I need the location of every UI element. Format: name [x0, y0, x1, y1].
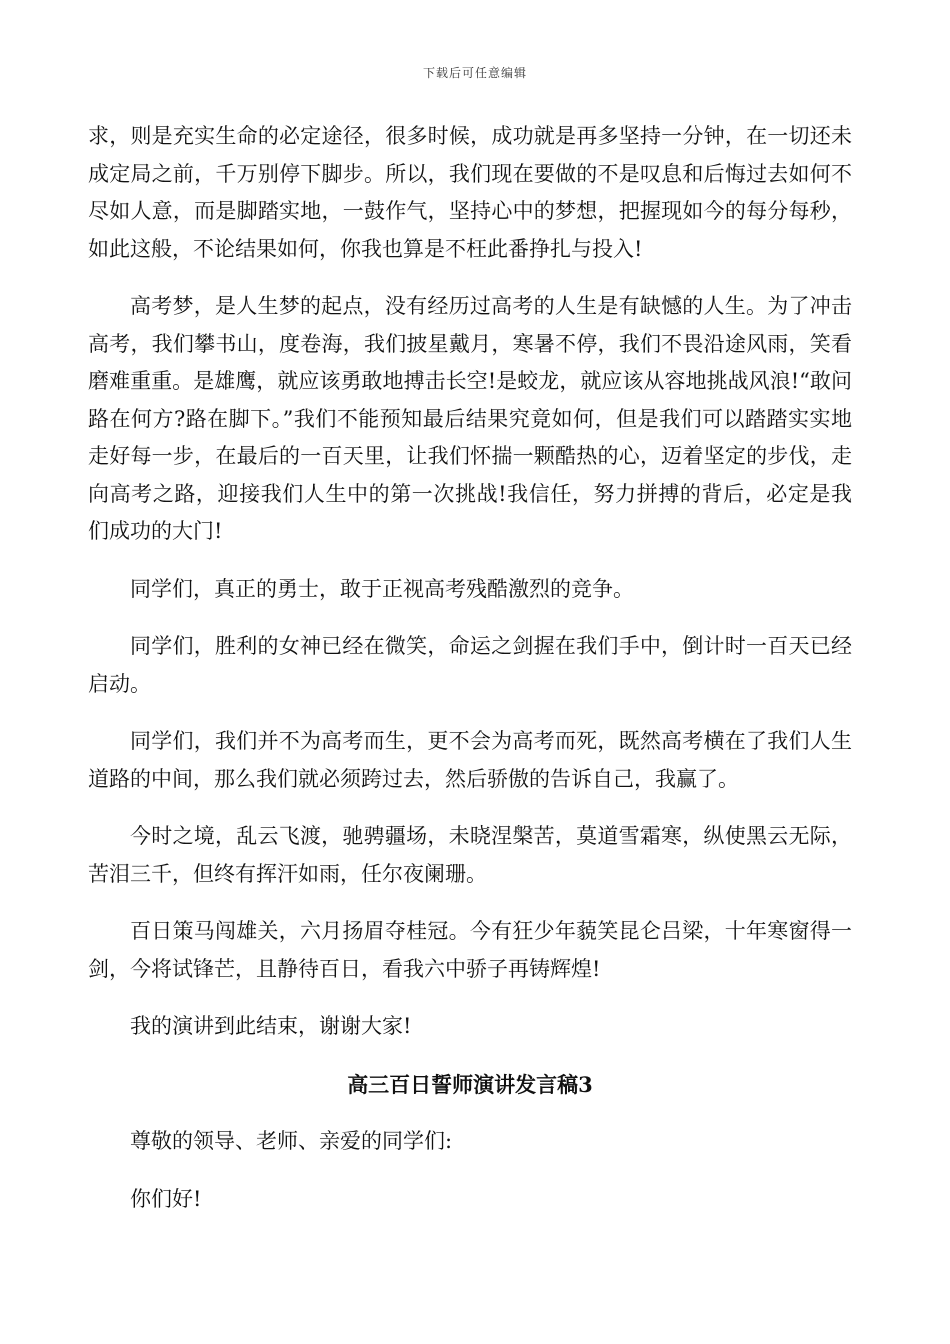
paragraph-8: 我的演讲到此结束，谢谢大家!	[130, 1014, 412, 1038]
paragraph-6: 今时之境，乱云飞渡，驰骋疆场，未晓涅槃苦，莫道雪霜寒，纵使黑云无际，苦泪三千，但终有挥汗如雨，任尔夜阑珊。	[88, 824, 852, 886]
salutation-paragraph: 尊敬的领导、老师、亲爱的同学们:	[130, 1129, 453, 1153]
paragraph-2: 高考梦，是人生梦的起点，没有经历过高考的人生是有缺憾的人生。为了冲击高考，我们攀书山，度卷海，我们披星戴月，寒暑不停，我们不畏沿途风雨，笑看磨难重重。是雄鹰，就应该勇敢地搏击长空!是蛟龙，就应该从容地挑战风浪!“敢问路在何方?路在脚下。”我们不能预知最后结果究竟如何，但是我们可以踏踏实实地走好每一步，在最后的一百天里，让我们怀揣一颗酷热的心，迈着坚定的步伐，走向高考之路，迎接我们人生中的第一次挑战!我信任，努力拼搏的背后，必定是我们成功的大门!	[88, 294, 852, 543]
paragraph-4: 同学们，胜利的女神已经在微笑，命运之剑握在我们手中，倒计时一百天已经启动。	[88, 634, 852, 696]
document-body	[88, 118, 852, 1238]
paragraph-7: 百日策马闯雄关，六月扬眉夺桂冠。今有狂少年藐笑昆仑吕梁，十年寒窗得一剑，今将试锋芒，且静待百日，看我六中骄子再铸辉煌!	[88, 919, 852, 981]
paragraph-5: 同学们，我们并不为高考而生，更不会为高考而死，既然高考横在了我们人生道路的中间，那么我们就必须跨过去，然后骄傲的告诉自己，我赢了。	[88, 729, 852, 791]
greeting-paragraph: 你们好!	[130, 1186, 202, 1211]
section-heading: 高三百日誓师演讲发言稿3	[347, 1071, 593, 1097]
paragraph-3: 同学们，真正的勇士，敢于正视高考残酷激烈的竞争。	[130, 576, 634, 601]
paragraph-1: 求，则是充实生命的必定途径，很多时候，成功就是再多坚持一分钟，在一切还未成定局之前，千万别停下脚步。所以，我们现在要做的不是叹息和后悔过去如何不尽如人意，而是脚踏实地，一鼓作气，坚持心中的梦想，把握现如今的每分每秒，如此这般，不论结果如何，你我也算是不枉此番挣扎与投入!	[88, 124, 852, 261]
page-header-note: 下载后可任意编辑	[422, 66, 527, 80]
